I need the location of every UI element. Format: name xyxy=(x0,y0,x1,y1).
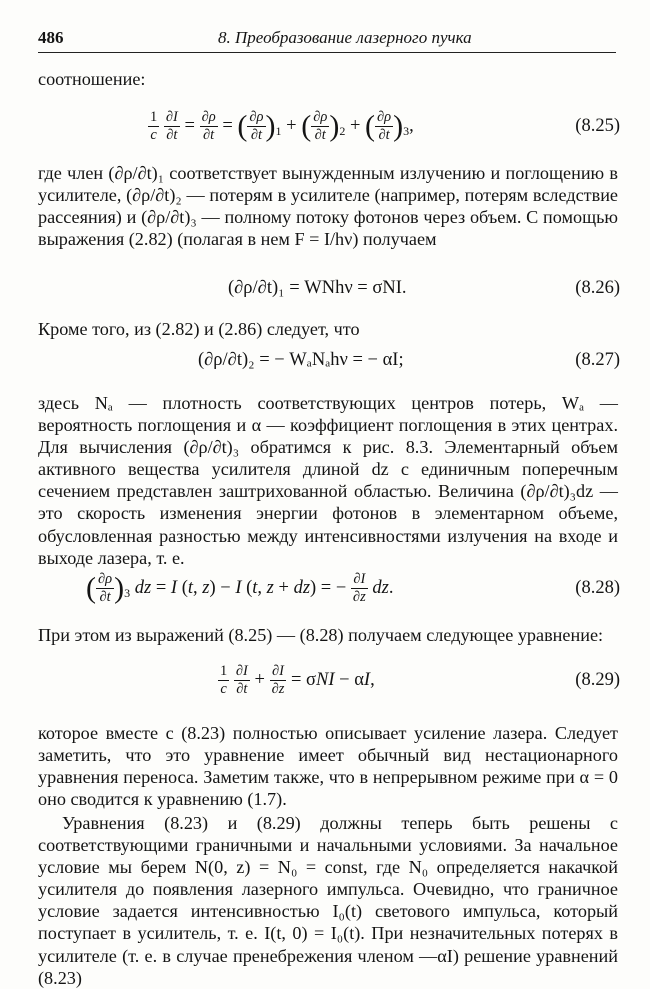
equation-8-26 xyxy=(38,278,620,308)
equation-8-28 xyxy=(38,571,620,605)
equation-8-25-body: $\frac{1}{c}$ $\frac{\partial I}{\partial t}$ = $\frac{\partial\rho}{\partial t}$ = ( $\frac{\partial\rho}{\partial t}$ )$_1$ + ( $\frac{\partial\rho}{\partial t}$ )$_2$ + ( $\frac{\partial\rho}{\partial t}$ )$_3$, xyxy=(150,109,414,143)
paragraph-6: которое вместе с (8.23) полностью описывает усиление лазера. Следует заметить, что это уравнение имеет обычный вид нестационарного уравнения переноса. Заметим также, что в непрерывном режиме при α = 0 оно сводится к уравнению (1.7). xyxy=(38,723,618,810)
equation-number: (8.28) xyxy=(575,578,620,598)
equation-number: (8.26) xyxy=(575,278,620,298)
header-rule xyxy=(38,52,616,53)
equation-8-28-body: ( $\frac{\partial\rho}{\partial t}$ )$_3$ dz = I (t, z) − I (t, z + dz) = − $\frac{\partial I}{\partial z}$ dz. xyxy=(86,571,394,605)
paragraph-7: Уравнения (8.23) и (8.29) должны теперь быть решены с соответствующими граничными и начальными условиями. За начальное условие мы берем N(0, z) = N₀ = const, где N₀ определяется накачкой усилителя до появления лазерного импульса. Очевидно, что граничное условие задается интенсивностью I₀(t) светового импульса, который поступает в усилитель, т. е. I(t, 0) = I₀(t). При незначительных потерях в усилителе (т. е. в случае пренебрежения членом —αI) решение уравнений (8.23) xyxy=(38,813,618,988)
paragraph-1: соотношение: xyxy=(38,69,146,89)
paragraph-5: При этом из выражений (8.25) — (8.28) получаем следующее уравнение: xyxy=(38,625,604,645)
paragraph-3: Кроме того, из (2.82) и (2.86) следует, что xyxy=(38,319,360,339)
running-header xyxy=(38,28,616,50)
equation-number: (8.25) xyxy=(575,116,620,136)
equation-8-29 xyxy=(38,663,620,697)
equation-8-27 xyxy=(38,350,620,380)
equation-number: (8.27) xyxy=(575,350,620,370)
equation-8-26-body: (∂ρ/∂t)₁ = WNhν = σNI. xyxy=(228,278,407,298)
paragraph-4: здесь Nₐ — плотность соответствующих центров потерь, Wₐ — вероятность поглощения и α — коэффициент поглощения в этих центрах. Для вычисления (∂ρ/∂t)₃ обратимся к рис. 8.3. Элементарный объем активного вещества усилителя длиной dz с единичным поперечным сечением представлен заштрихованной областью. Величина (∂ρ/∂t)₃dz — это скорость изменения энергии фотонов в элементарном объеме, обусловленная разностью между интенсивностями излучения на входе и выходе лазера, т. е. xyxy=(38,393,618,568)
equation-number: (8.29) xyxy=(575,670,620,690)
equation-8-25 xyxy=(38,109,620,143)
page-number: 486 xyxy=(38,28,64,47)
equation-8-29-body: $\frac{1}{c}$ $\frac{\partial I}{\partial t}$ + $\frac{\partial I}{\partial z}$ = σNI − αI, xyxy=(220,663,375,697)
chapter-title: 8. Преобразование лазерного пучка xyxy=(218,28,472,47)
paragraph-2: где член (∂ρ/∂t)₁ соответствует вынужденным излучению и поглощению в усилителе, (∂ρ/∂t)₂ — потерям в усилителе (например, потерям вследствие рассеяния) и (∂ρ/∂t)₃ — полному потоку фотонов через объем. С помощью выражения (2.82) (полагая в нем F = I/hν) получаем xyxy=(38,163,618,250)
equation-8-27-body: (∂ρ/∂t)₂ = − WₐNₐhν = − αI; xyxy=(198,350,404,370)
